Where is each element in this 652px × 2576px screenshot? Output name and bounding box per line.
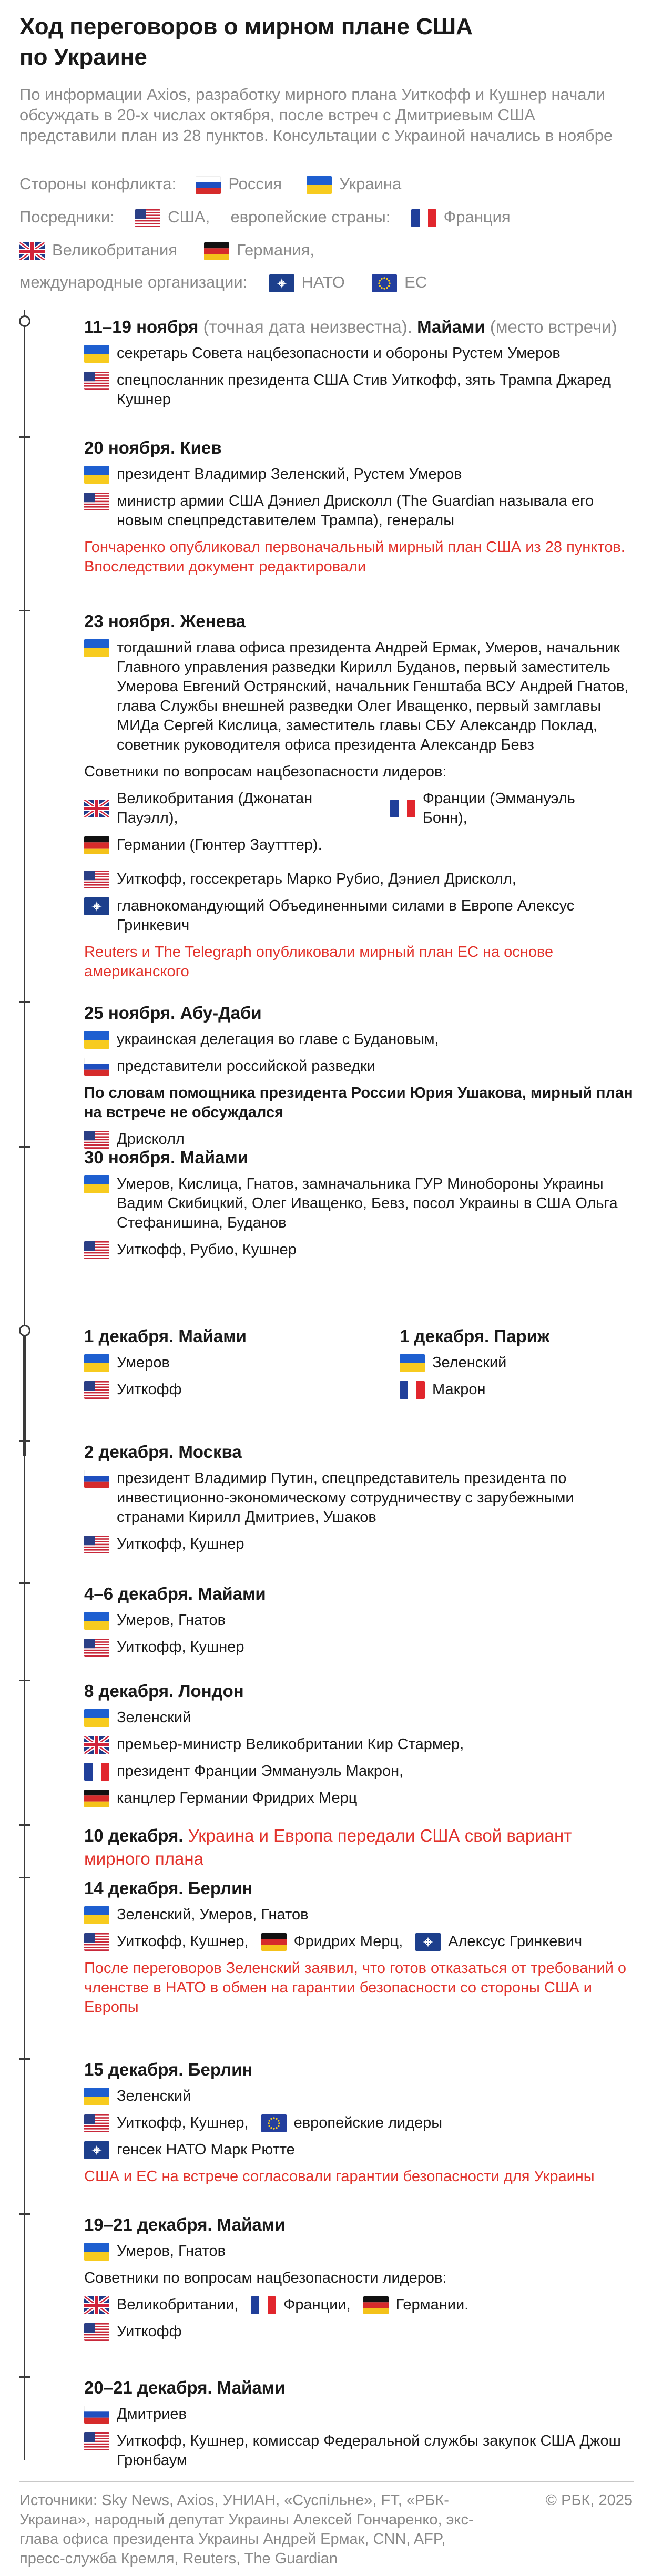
france-flag-icon (251, 2296, 276, 2314)
russia-flag-icon (84, 1058, 109, 1076)
participant-row: Умеров, Кислица, Гнатов, замначальника ГУР Минобороны Украины Вадим Скибицкий, Олег Иващенко, Бевз, посол Украины в США Ольга Стефанишина, Буданов (84, 1174, 636, 1233)
participant-row: президент Франции Эммануэль Макрон, (84, 1762, 636, 1781)
event-note: После переговоров Зеленский заявил, что готов отказаться от требований о членстве в НАТО в обмен на гарантии безопасности со стороны США и Европы (84, 1960, 626, 2016)
timeline-tick (19, 1146, 30, 1148)
event-note: США и ЕС на встрече согласовали гарантии безопасности для Украины (84, 2168, 595, 2185)
event-nov-20 (84, 436, 636, 584)
timeline-tick (19, 1440, 30, 1442)
ukraine-flag-icon (84, 1175, 109, 1193)
participant-row: украинская делегация во главе с Будановым, (84, 1030, 636, 1049)
timeline-tick (19, 610, 30, 611)
participant-row: Уиткофф, Кушнер (84, 1535, 636, 1554)
event-note: Гончаренко опубликовал первоначальный мирный план США из 28 пунктов. Впоследствии документ редактировали (84, 539, 625, 575)
timeline-tick (19, 1824, 30, 1826)
event-note: Reuters и The Telegraph опубликовали мирный план ЕС на основе американского (84, 944, 554, 980)
usa-flag-icon (84, 372, 109, 390)
germany-flag-icon (84, 1790, 109, 1807)
legend-nato: НАТО (301, 273, 345, 291)
timeline-tick (19, 1001, 30, 1003)
page-title: Ход переговоров о мирном плане США по Украине (19, 14, 473, 70)
participant-row: Умеров, Гнатов (84, 2242, 636, 2261)
germany-flag-icon (363, 2296, 389, 2314)
event-date: 1 декабря. Майами (84, 1326, 247, 1346)
event-date: 1 декабря. Париж (400, 1326, 550, 1346)
copyright: © РБК, 2025 (545, 2492, 633, 2509)
intro-text: По информации Axios, разработку мирного плана Уиткофф и Кушнер начали обсуждать в 20-х числах октября, после встреч с Дмитриевым США представили план из 28 пунктов. Консультации с Украиной начались в ноябре (19, 85, 613, 145)
germany-flag-icon (261, 1933, 287, 1951)
event-date: 15 декабря. Берлин (84, 2060, 253, 2079)
usa-flag-icon (84, 2323, 109, 2341)
legend-germany: Германия, (237, 241, 314, 259)
footer-divider (19, 2481, 634, 2482)
event-date: 8 декабря. Лондон (84, 1681, 244, 1701)
usa-flag-icon (84, 1639, 109, 1657)
timeline-tick (19, 2213, 30, 2215)
usa-flag-icon (84, 493, 109, 510)
ukraine-flag-icon (84, 1031, 109, 1049)
sources-text: Источники: Sky News, Axios, УНИАН, «Суспільне», FT, «РБК-Украина», народный депутат Украины Алексей Гончаренко, экс-глава офиса президента Украины Андрей Ермак, CNN, AFP, пресс-служба Кремля, Reuters, The Guardian (19, 2492, 474, 2567)
event-date: 19–21 декабря. Майами (84, 2215, 286, 2234)
nato-flag-icon (415, 1933, 441, 1951)
participant-row: Уиткофф (84, 2322, 636, 2342)
event-date: 4–6 декабря. Майами (84, 1584, 266, 1603)
event-dec-8 (84, 1680, 636, 1815)
france-flag-icon (400, 1381, 425, 1399)
event-date: 20–21 декабря. Майами (84, 2378, 286, 2397)
event-dec-1-paris (400, 1325, 631, 1407)
legend-france: Франция (443, 208, 511, 226)
france-flag-icon (84, 1763, 109, 1781)
uk-flag-icon (84, 800, 109, 817)
timeline-tick (19, 1582, 30, 1584)
russia-flag-icon (84, 1470, 109, 1488)
participant-row: Зеленский (400, 1353, 631, 1373)
germany-flag-icon (84, 836, 109, 854)
uk-flag-icon (84, 1736, 109, 1754)
legend-intl-label: международные организации: (19, 273, 248, 291)
event-dec-4-6 (84, 1582, 636, 1664)
participant-row: Уиткофф (84, 1380, 379, 1399)
event-dec-20-21 (84, 2376, 636, 2478)
legend-mediators-label: Посредники: (19, 208, 115, 226)
nato-flag-icon (84, 2141, 109, 2159)
event-date: 10 декабря. Украина и Европа передали США свой вариант мирного плана (84, 1826, 572, 1868)
participant-row: Уиткофф, Кушнер, европейские лидеры (84, 2113, 636, 2133)
event-nov-23 (84, 610, 636, 989)
nato-flag-icon (84, 897, 109, 915)
event-nov-30 (84, 1146, 636, 1267)
participant-row: Уиткофф, госсекретарь Марко Рубио, Дэниел Дрисколл, (84, 870, 636, 889)
participant-row: Зеленский (84, 2087, 636, 2106)
participant-row: Дмитриев (84, 2405, 636, 2424)
ukraine-flag-icon (84, 2243, 109, 2261)
timeline-tick (19, 1680, 30, 1681)
usa-flag-icon (84, 1536, 109, 1553)
usa-flag-icon (84, 1381, 109, 1399)
participant-row: Умеров, Гнатов (84, 1611, 636, 1630)
eu-flag-icon (261, 2114, 287, 2132)
usa-flag-icon (84, 2432, 109, 2450)
participant-row: Макрон (400, 1380, 631, 1399)
participant-row: Дрисколл (84, 1130, 636, 1149)
france-flag-icon (390, 800, 415, 817)
participant-row: генсек НАТО Марк Рютте (84, 2140, 636, 2160)
participant-row: Умеров (84, 1353, 379, 1373)
timeline-dot (19, 315, 30, 327)
usa-flag-icon (84, 1933, 109, 1951)
legend-eu: ЕС (404, 273, 427, 291)
event-bold-note: По словам помощника президента России Юрия Ушакова, мирный план на встрече не обсуждался (84, 1085, 633, 1121)
legend-sides-label: Стороны конфликта: (19, 175, 177, 193)
timeline-tick (19, 1877, 30, 1878)
participant-row: представители российской разведки (84, 1057, 636, 1076)
participant-row: тогдашний глава офиса президента Андрей Ермак, Умеров, начальник Главного управления разведки Кирилл Буданов, первый заместитель Умерова Евгений Острянский, начальник Генштаба ВСУ Андрей Гнатов, глава Службы внешней разведки Олег Иващенко, первый замглавы МИДа Сергей Кислица, заместитель главы СБУ Александр Поклад, советник руководителя офиса президента Александр Бевз (84, 638, 636, 755)
usa-flag-icon (84, 1241, 109, 1259)
participant-row: секретарь Совета нацбезопасности и обороны Рустем Умеров (84, 344, 636, 363)
advisers-row: Великобритании, Франции, Германии. (84, 2295, 636, 2315)
participant-row: премьер-министр Великобритании Кир Стармер, (84, 1735, 636, 1754)
participant-row: Уиткофф, Кушнер (84, 1638, 636, 1657)
ukraine-flag-icon (84, 1354, 109, 1372)
timeline-tick (19, 2376, 30, 2378)
advisers-label: Советники по вопросам нацбезопасности лидеров: (84, 2270, 447, 2286)
participant-row: Зеленский, Умеров, Гнатов (84, 1905, 636, 1925)
advisers-row: Германии (Гюнтер Заутттер). (84, 835, 636, 855)
event-date: 14 декабря. Берлин (84, 1878, 253, 1898)
usa-flag-icon (84, 871, 109, 888)
participant-row: Зеленский (84, 1708, 636, 1727)
legend-russia: Россия (228, 175, 282, 193)
event-date: 23 ноября. Женева (84, 611, 246, 631)
timeline-tick (19, 436, 30, 438)
legend-usa: США, (168, 208, 210, 226)
event-nov-25 (84, 1001, 636, 1157)
ukraine-flag-icon (84, 345, 109, 363)
event-date: 11–19 ноября (точная дата неизвестна). Майами (место встречи) (84, 317, 617, 336)
participant-row: Уиткофф, Кушнер, Фридрих Мерц, Алексус Гринкевич (84, 1932, 636, 1951)
ukraine-flag-icon (84, 2088, 109, 2105)
event-date: 30 ноября. Майами (84, 1148, 249, 1167)
participant-row: президент Владимир Зеленский, Рустем Умеров (84, 465, 636, 484)
ukraine-flag-icon (84, 1709, 109, 1727)
participant-row: президент Владимир Путин, спецпредставитель президента по инвестиционно-экономическому сотрудничеству с зарубежными странами Кирилл Дмитриев, Ушаков (84, 1469, 636, 1527)
event-nov-11-19 (84, 315, 636, 417)
event-dec-1-miami (84, 1325, 379, 1407)
event-date: 20 ноября. Киев (84, 438, 222, 457)
russia-flag-icon (84, 2406, 109, 2424)
timeline-dot (19, 1325, 30, 1336)
advisers-row: Великобритания (Джонатан Пауэлл), Франции (Эммануэль Бонн), (84, 789, 636, 828)
participant-row: спецпосланник президента США Стив Уиткофф, зять Трампа Джаред Кушнер (84, 371, 636, 410)
ukraine-flag-icon (84, 639, 109, 657)
legend-ukraine: Украина (339, 175, 402, 193)
participant-row: Уиткофф, Рубио, Кушнер (84, 1240, 636, 1260)
event-date: 25 ноября. Абу-Даби (84, 1003, 262, 1023)
uk-flag-icon (84, 2296, 109, 2314)
advisers-label: Советники по вопросам нацбезопасности лидеров: (84, 763, 447, 780)
event-dec-10 (84, 1824, 636, 1876)
timeline-tick (19, 2058, 30, 2060)
event-dec-19-21 (84, 2213, 636, 2349)
event-dec-14 (84, 1877, 636, 2025)
ukraine-flag-icon (84, 466, 109, 484)
event-dec-15 (84, 2058, 636, 2194)
timeline-line-thick (23, 1330, 26, 1456)
event-dec-2 (84, 1440, 636, 1561)
event-date: 2 декабря. Москва (84, 1442, 242, 1461)
legend-eu-countries: европейские страны: (230, 208, 391, 226)
ukraine-flag-icon (84, 1906, 109, 1924)
ukraine-flag-icon (400, 1354, 425, 1372)
participant-row: Уиткофф, Кушнер, комиссар Федеральной службы закупок США Джош Грюнбаум (84, 2431, 636, 2470)
participant-row: министр армии США Дэниел Дрисколл (The Guardian называла его новым спецпредставителем Трампа), генералы (84, 492, 636, 530)
ukraine-flag-icon (84, 1612, 109, 1630)
participant-row: канцлер Германии Фридрих Мерц (84, 1788, 636, 1808)
participant-row: главнокомандующий Объединенными силами в Европе Алексус Гринкевич (84, 896, 636, 935)
usa-flag-icon (84, 2114, 109, 2132)
legend-uk: Великобритания (52, 241, 178, 259)
